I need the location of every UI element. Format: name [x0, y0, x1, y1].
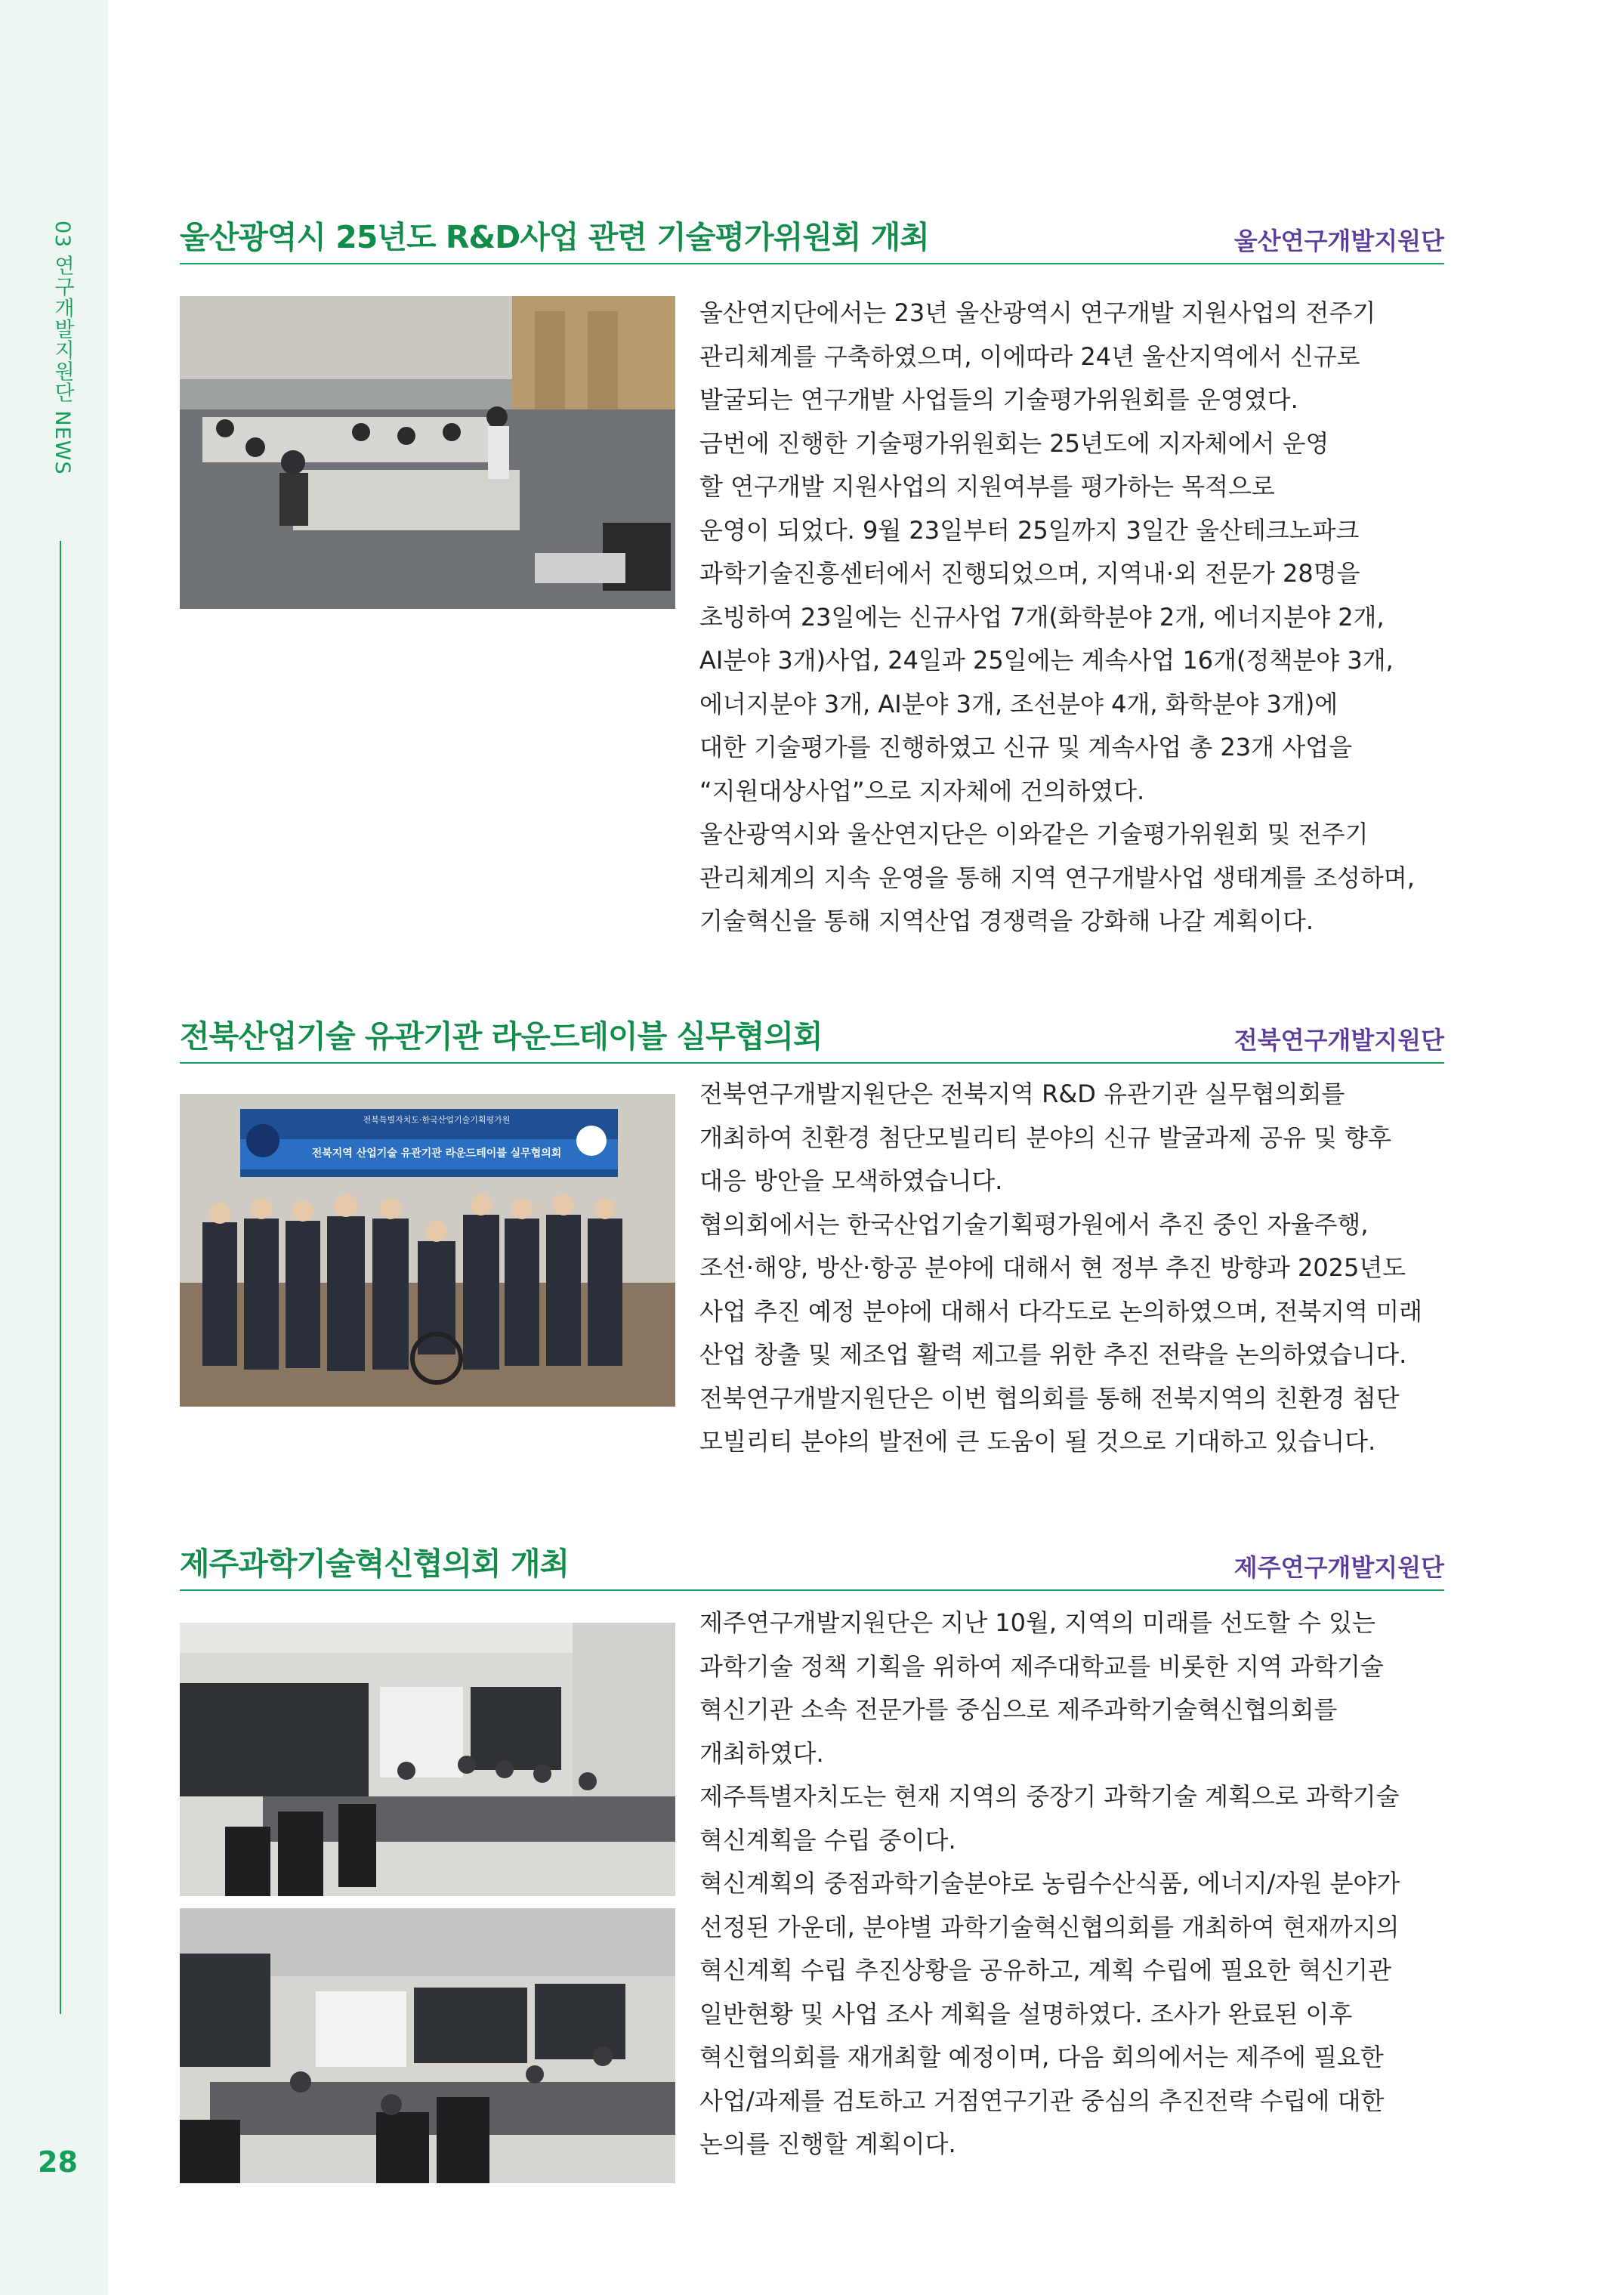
body-line: 에너지분야 3개, AI분야 3개, 조선분야 4개, 화학분야 3개)에 [699, 689, 1338, 718]
body-line: 혁신협의회를 재개최할 예정이며, 다음 회의에서는 제주에 필요한 [699, 2043, 1384, 2071]
body-line: 개최하여 친환경 첨단모빌리티 분야의 신규 발굴과제 공유 및 향후 [699, 1123, 1392, 1152]
body-line: 혁신기관 소속 전문가를 중심으로 제주과학기술혁신협의회를 [699, 1695, 1338, 1724]
banner-line-2: 전북지역 산업기술 유관기관 라운드테이블 실무협의회 [311, 1148, 562, 1160]
body-line: 사업/과제를 검토하고 거점연구기관 중심의 추진전략 수립에 대한 [699, 2086, 1385, 2115]
body-line: 사업 추진 예정 분야에 대해서 다각도로 논의하였으며, 전북지역 미래 [699, 1296, 1423, 1326]
body-line: 과학기술 정책 기획을 위하여 제주대학교를 비롯한 지역 과학기술 [699, 1651, 1384, 1681]
section-header-jeonbuk [180, 1014, 1444, 1064]
section-label: 03 연구개발지원단 NEWS [51, 221, 74, 475]
body-line: 제주연구개발지원단은 지난 10월, 지역의 미래를 선도할 수 있는 [699, 1608, 1375, 1637]
body-line: 논의를 진행할 계획이다. [699, 2130, 956, 2158]
body-line: 과학기술진흥센터에서 진행되었으며, 지역내·외 전문가 28명을 [699, 559, 1360, 588]
body-line: 기술혁신을 통해 지역산업 경쟁력을 강화해 나갈 계획이다. [699, 907, 1314, 935]
body-line: 관리체계를 구축하였으며, 이에따라 24년 울산지역에서 신규로 [699, 341, 1360, 371]
body-line: 혁신계획을 수립 중이다. [699, 1825, 956, 1855]
body-line: 선정된 가운데, 분야별 과학기술혁신협의회를 개최하여 현재까지의 [699, 1912, 1400, 1941]
body-line: 관리체계의 지속 운영을 통해 지역 연구개발사업 생태계를 조성하며, [699, 863, 1415, 892]
body-line: 일반현황 및 사업 조사 계획을 설명하였다. 조사가 완료된 이후 [699, 1999, 1353, 2028]
section-header-jeju [180, 1541, 1444, 1591]
section-department: 전북연구개발지원단 [1233, 1026, 1444, 1055]
page-number: 28 [38, 2145, 78, 2179]
body-line: AI분야 3개)사업, 24일과 25일에는 계속사업 16개(정책분야 3개, [699, 646, 1394, 675]
jeju-meeting-photo-1 [180, 1623, 675, 1896]
section-department: 제주연구개발지원단 [1233, 1553, 1444, 1582]
section-title: 울산광역시 25년도 R&D사업 관련 기술평가위원회 개최 [180, 219, 929, 255]
body-line: 조선·해양, 방산·항공 분야에 대해서 현 정부 추진 방향과 2025년도 [699, 1253, 1406, 1282]
jeonbuk-group-photo [180, 1094, 675, 1407]
body-line: 제주특별자치도는 현재 지역의 중장기 과학기술 계획으로 과학기술 [699, 1782, 1400, 1811]
body-line: 금번에 진행한 기술평가위원회는 25년도에 지자체에서 운영 [699, 428, 1329, 458]
body-line: 발굴되는 연구개발 사업들의 기술평가위원회를 운영였다. [699, 385, 1298, 414]
jeju-meeting-photo-2 [180, 1908, 675, 2183]
body-line: 울산연지단에서는 23년 울산광역시 연구개발 지원사업의 전주기 [699, 298, 1376, 327]
body-line: 협의회에서는 한국산업기술기획평가원에서 추진 중인 자율주행, [699, 1209, 1369, 1239]
body-line: 할 연구개발 지원사업의 지원여부를 평가하는 목적으로 [699, 472, 1275, 501]
section-title: 전북산업기술 유관기관 라운드테이블 실무협의회 [180, 1018, 823, 1055]
body-line: 운영이 되었다. 9월 23일부터 25일까지 3일간 울산테크노파크 [699, 515, 1360, 545]
body-line: 울산광역시와 울산연지단은 이와같은 기술평가위원회 및 전주기 [699, 820, 1369, 848]
article-body-jeonbuk [699, 1073, 1444, 1464]
body-line: 혁신계획의 중점과학기술분야로 농림수산식품, 에너지/자원 분야가 [699, 1869, 1400, 1898]
article-body-ulsan [699, 292, 1444, 944]
body-line: 혁신계획 수립 추진상황을 공유하고, 계획 수립에 필요한 혁신기관 [699, 1956, 1392, 1985]
body-line: 초빙하여 23일에는 신규사업 7개(화학분야 2개, 에너지분야 2개, [699, 602, 1385, 632]
body-line: 대응 방안을 모색하였습니다. [699, 1166, 1003, 1195]
sidebar-divider [60, 541, 61, 2014]
body-line: 산업 창출 및 제조업 활력 제고를 위한 추진 전략을 논의하였습니다. [699, 1340, 1407, 1369]
body-line: 전북연구개발지원단은 전북지역 R&D 유관기관 실무협의회를 [699, 1080, 1345, 1108]
section-header-ulsan [180, 215, 1444, 264]
body-line: “지원대상사업”으로 지자체에 건의하였다. [699, 776, 1145, 805]
section-title: 제주과학기술혁신협의회 개최 [180, 1546, 570, 1582]
body-line: 전북연구개발지원단은 이번 협의회를 통해 전북지역의 친환경 첨단 [699, 1383, 1400, 1413]
body-line: 개최하였다. [699, 1738, 824, 1768]
banner-line-1: 전북특별자치도·한국산업기술기획평가원 [363, 1115, 511, 1125]
article-body-jeju [699, 1602, 1444, 2167]
section-department: 울산연구개발지원단 [1233, 227, 1444, 255]
body-line: 모빌리티 분야의 발전에 큰 도움이 될 것으로 기대하고 있습니다. [699, 1427, 1376, 1456]
body-line: 대한 기술평가를 진행하였고 신규 및 계속사업 총 23개 사업을 [699, 733, 1352, 761]
ulsan-meeting-photo [180, 296, 675, 609]
